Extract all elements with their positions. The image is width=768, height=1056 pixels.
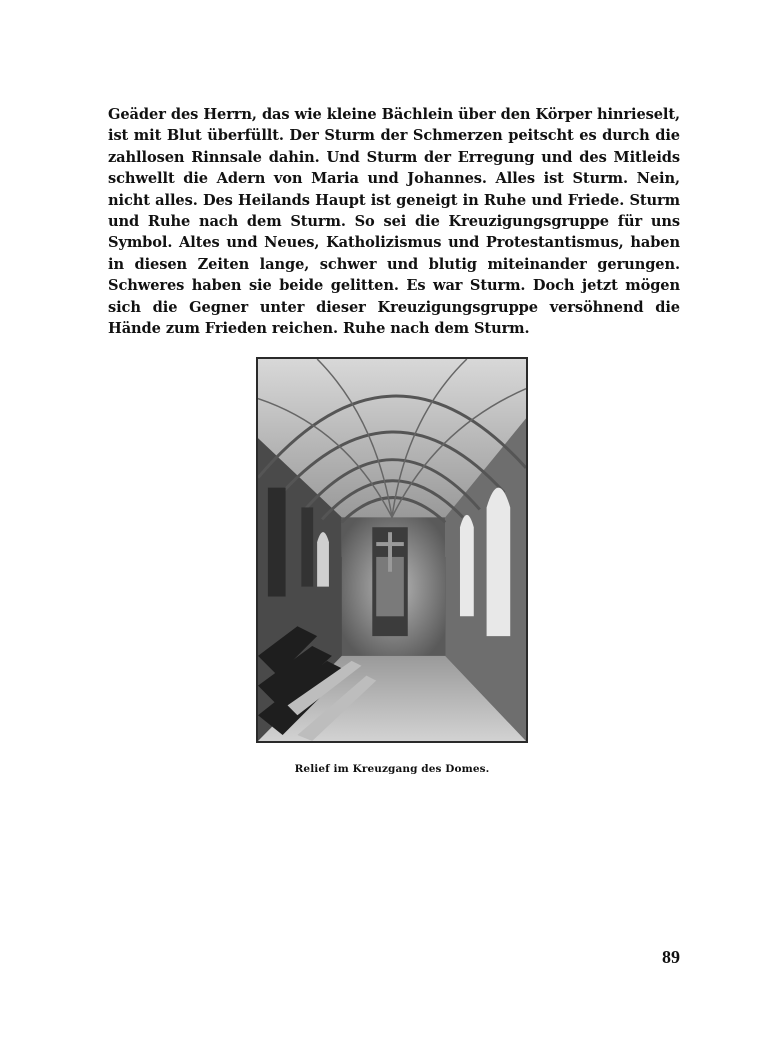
figure-caption: Relief im Kreuzgang des Domes. <box>294 763 490 775</box>
body-paragraph: Geäder des Herrn, das wie kleine Bächlein über den Körper hinrieselt, ist mit Blut überfüllt. Der Sturm der Schmerzen peitscht es durch die zahllosen Rinnsale dahin. Und Sturm der Erregung und des Mitleids schwellt die Adern von Maria und Johannes. Alles ist Sturm. Nein, nicht alles. Des Heilands Haupt ist geneigt in Ruhe und Friede. Sturm und Ruhe nach dem Sturm. So sei die Kreuzigungsgruppe für uns Symbol. Altes und Neues, Katholizismus und Protestantismus, haben in diesen Zeiten lange, schwer und blutig miteinander gerungen. Schweres haben sie beide gelitten. Es war Sturm. Doch jetzt mögen sich die Gegner unter dieser Kreuzigungsgruppe versöhnend die Hände zum Frieden reichen. Ruhe nach dem Sturm. <box>108 106 680 338</box>
cloister-photograph <box>256 357 528 743</box>
page-number: 89 <box>662 947 680 967</box>
